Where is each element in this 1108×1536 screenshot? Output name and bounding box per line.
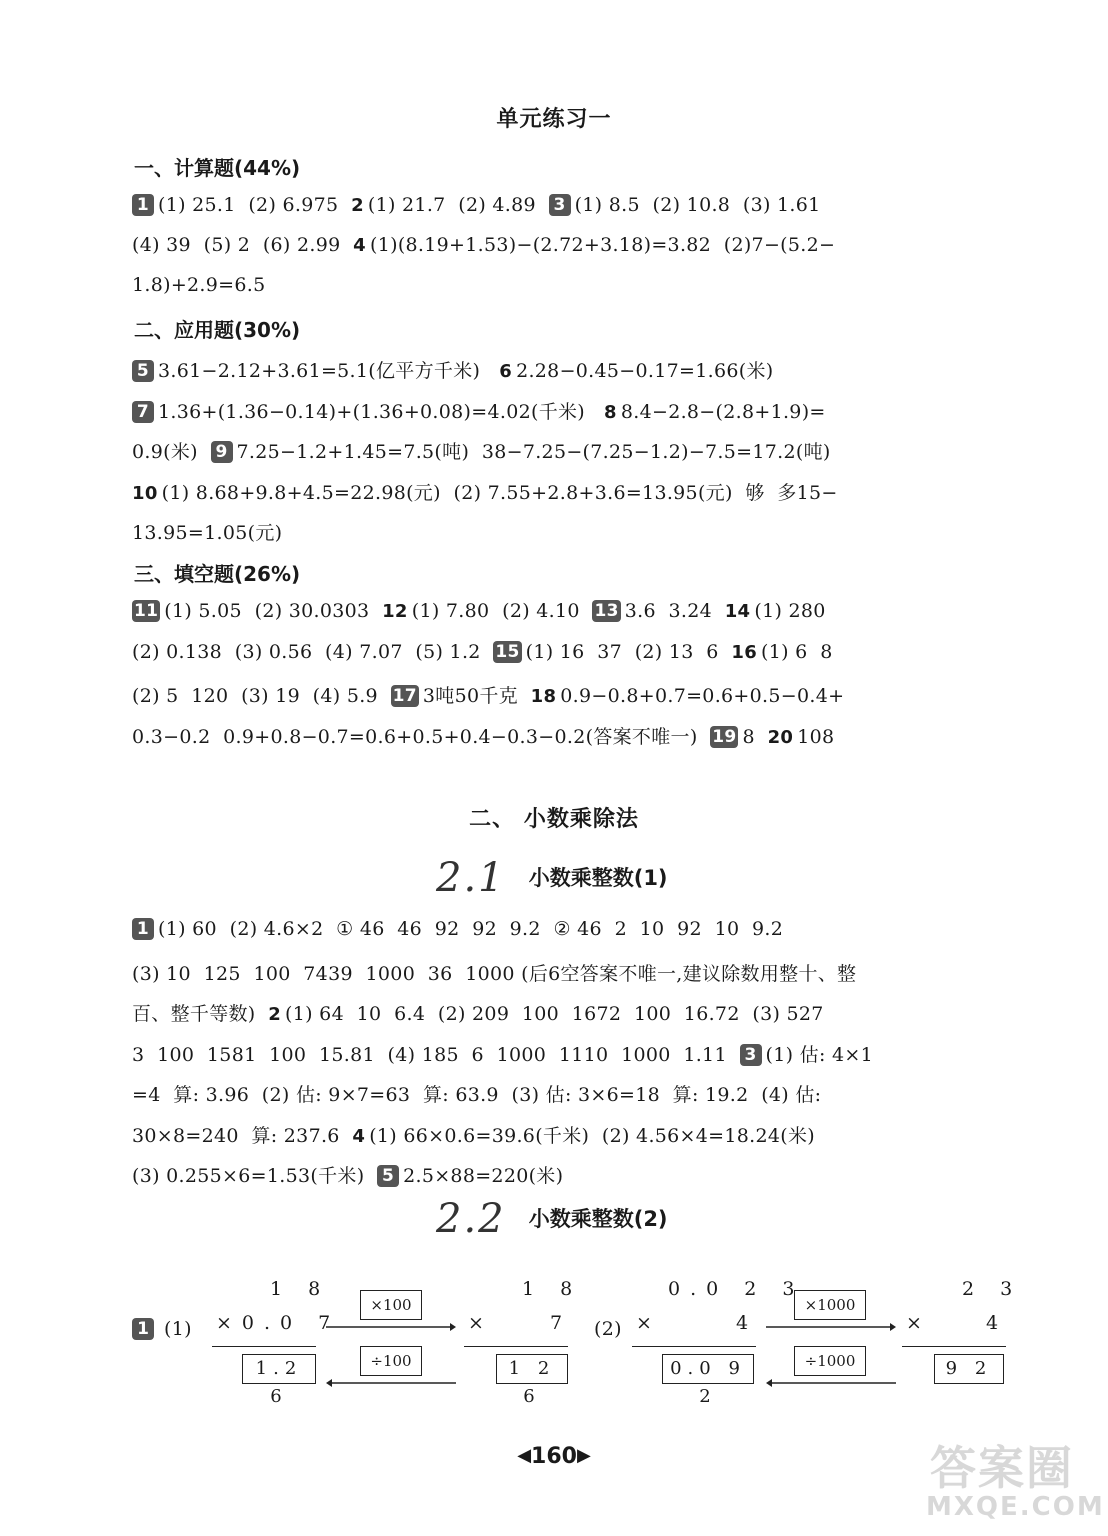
answer-text: 13.95=1.05(元) — [132, 522, 283, 544]
answer-text: (1) 7.80 (2) 4.10 — [411, 600, 593, 622]
answer-text: (1) 16 37 (2) 13 6 — [525, 640, 732, 663]
question-number: 7 — [132, 401, 154, 423]
question-number: 15 — [495, 641, 520, 662]
answer-line — [132, 722, 834, 749]
watermark-logo: 答案圈 — [930, 1441, 1074, 1495]
answer-text: 0.3−0.2 0.9+0.8−0.7=0.6+0.5+0.4−0.3−0.2(答案不唯一) — [132, 725, 711, 748]
answer-text: 8 — [742, 725, 768, 748]
page-title: 单元练习一 — [496, 107, 612, 132]
question-number: 18 — [530, 686, 557, 707]
right-triangle-icon: ▶ — [576, 1445, 591, 1466]
answer-line — [132, 234, 835, 256]
question-number: 3 — [740, 1044, 762, 1066]
part2-times-sign: × — [636, 1312, 653, 1334]
answer-text: 3.6 3.24 — [624, 600, 725, 622]
question-number: 19 — [712, 726, 737, 747]
answer-text: 3吨50千克 — [422, 685, 531, 707]
question-number: 11 — [134, 601, 159, 621]
question-number: 2 — [351, 195, 364, 216]
part2-right-times-sign: × — [906, 1312, 923, 1334]
answer-text: (1)(8.19+1.53)−(2.72+3.18)=3.82 (2)7−(5.2− — [370, 234, 836, 256]
part2-multiplicand: 0.0 2 3 — [668, 1278, 805, 1300]
answer-text: 7.25−1.2+1.45=7.5(吨) 38−7.25−(7.25−1.2)−7.5=17.2(吨) — [236, 441, 831, 463]
question-number: 12 — [382, 601, 408, 622]
answer-text: 1.36+(1.36−0.14)+(1.36+0.08)=4.02(千米) — [158, 400, 605, 423]
lesson-number: 2.1 — [436, 855, 506, 901]
forward-arrow-icon — [326, 1322, 456, 1332]
answer-text: (3) 10 125 100 7439 1000 36 1000 (后6空答案不唯一,建议除数用整十、整 — [132, 962, 857, 985]
part1-right-multiplicand: 1 8 — [522, 1278, 583, 1300]
question-number: 4 — [353, 235, 366, 256]
answer-text: =4 算: 3.96 (2) 估: 9×7=63 算: 63.9 (3) 估: 3×6=18 算: 19.2 (4) 估: — [132, 1084, 822, 1106]
section-heading-calculation: 一、计算题(44%) — [134, 156, 301, 180]
answer-line — [132, 397, 826, 424]
answer-text: (1) 估: 4×1 — [765, 1043, 874, 1066]
part1-right-rule — [464, 1346, 568, 1347]
answer-line — [132, 600, 826, 622]
answer-line — [132, 959, 856, 986]
part1-result-box: 1.2 6 — [242, 1354, 316, 1384]
chapter-title: 二、 小数乘除法 — [469, 807, 639, 832]
question-number: 10 — [132, 482, 158, 504]
answer-line — [132, 518, 282, 545]
answer-line — [132, 274, 266, 296]
question-1-badge: 1 — [132, 1318, 158, 1340]
question-number: 9 — [211, 441, 233, 463]
part1-multiplier: ×0.0 7 — [216, 1312, 341, 1334]
answer-text: 3.61−2.12+3.61=5.1(亿平方千米) — [158, 360, 500, 382]
part1-forward-operator: ×100 — [360, 1290, 422, 1320]
left-triangle-icon: ◀ — [517, 1445, 532, 1466]
part1-right-multiplier: 7 — [550, 1312, 563, 1334]
question-number: 13 — [594, 601, 619, 621]
part2-right-multiplicand: 2 3 — [962, 1278, 1023, 1300]
answer-line — [132, 1080, 821, 1107]
answer-line — [132, 356, 773, 383]
part1-right-times-sign: × — [468, 1312, 485, 1334]
answer-text: 0.9(米) — [132, 441, 211, 463]
answer-text: 2.5×88=220(米) — [403, 1165, 564, 1187]
answer-text: 0.9−0.8+0.7=0.6+0.5−0.4+ — [560, 685, 845, 707]
answer-line — [132, 999, 824, 1026]
lesson-title: 小数乘整数(1) — [528, 866, 668, 890]
question-number: 6 — [499, 361, 513, 382]
question-number: 2 — [268, 1004, 282, 1025]
back-arrow-icon — [326, 1378, 456, 1388]
part1-multiplicand: 1 8 — [270, 1278, 331, 1300]
answer-text: (1) 64 10 6.4 (2) 209 100 1672 100 16.72 (3) 527 — [285, 1003, 824, 1025]
question-number: 1 — [132, 194, 154, 216]
forward-arrow-icon — [766, 1322, 896, 1332]
part2-multiplier: 4 — [736, 1312, 749, 1334]
section-heading-application: 二、应用题(30%) — [134, 318, 301, 342]
answer-line — [132, 1161, 563, 1188]
answer-text: (1) 280 — [754, 600, 826, 622]
answer-text: (1) 6 8 — [761, 640, 833, 663]
answer-line — [132, 194, 821, 216]
answer-text: (1) 21.7 (2) 4.89 — [367, 194, 549, 216]
lesson-header-2-1 — [436, 855, 736, 901]
question-number: 14 — [724, 601, 751, 622]
part1-back-operator: ÷100 — [360, 1346, 422, 1376]
answer-line — [132, 478, 838, 505]
answer-text: (2) 5 120 (3) 19 (4) 5.9 — [132, 685, 391, 707]
question-number: 20 — [767, 726, 794, 748]
part1-label: (1) — [164, 1318, 192, 1340]
answer-line — [132, 437, 831, 464]
part1-rule — [212, 1346, 316, 1347]
answer-text: 3 100 1581 100 15.81 (4) 185 6 1000 1110 1000 1.11 — [132, 1043, 740, 1066]
answer-line — [132, 1040, 873, 1067]
answer-text: (1) 8.5 (2) 10.8 (3) 1.61 — [574, 194, 821, 216]
answer-text: (1) 60 (2) 4.6×2 ① 46 46 92 92 9.2 ② 46 2 10 92 10 9.2 — [158, 918, 784, 940]
part2-label: (2) — [594, 1318, 622, 1340]
answer-line — [132, 681, 844, 708]
answer-line — [132, 918, 783, 940]
answer-line — [132, 1121, 815, 1148]
question-number: 1 — [132, 918, 154, 940]
lesson-title: 小数乘整数(2) — [528, 1207, 668, 1231]
question-number: 5 — [377, 1165, 399, 1187]
section-heading-fill-blank: 三、填空题(26%) — [134, 562, 301, 586]
answer-line — [132, 641, 833, 663]
answer-text: (1) 5.05 (2) 30.0303 — [164, 600, 383, 622]
answer-text: 百、整千等数) — [132, 1003, 269, 1025]
question-number: 4 — [352, 1125, 366, 1147]
question-number: 17 — [392, 686, 417, 706]
part2-result-box: 0.0 9 2 — [662, 1354, 754, 1384]
part2-rule — [632, 1346, 756, 1347]
part2-back-operator: ÷1000 — [794, 1346, 866, 1376]
watermark-url: MXQE.COM — [926, 1492, 1105, 1522]
part2-right-rule — [902, 1346, 1006, 1347]
answer-text: 2.28−0.45−0.17=1.66(米) — [516, 360, 774, 382]
question-number: 8 — [604, 401, 617, 423]
lesson-number: 2.2 — [436, 1196, 506, 1242]
answer-text: 108 — [797, 725, 835, 748]
answer-text: (3) 0.255×6=1.53(千米) — [132, 1165, 378, 1187]
question-number: 16 — [731, 641, 758, 663]
answer-text: (2) 0.138 (3) 0.56 (4) 7.07 (5) 1.2 — [132, 640, 494, 663]
answer-text: (4) 39 (5) 2 (6) 2.99 — [132, 234, 354, 256]
part2-forward-operator: ×1000 — [794, 1290, 866, 1320]
answer-text: 8.4−2.8−(2.8+1.9)= — [620, 400, 826, 423]
lesson-header-2-2 — [436, 1196, 736, 1242]
part1-right-result-box: 1 2 6 — [496, 1354, 568, 1384]
answer-text: (1) 8.68+9.8+4.5=22.98(元) (2) 7.55+2.8+3.6=13.95(元) 够 多15− — [161, 481, 838, 504]
answer-text: (1) 25.1 (2) 6.975 — [158, 194, 352, 216]
answer-text: 1.8)+2.9=6.5 — [132, 274, 266, 296]
part2-right-multiplier: 4 — [986, 1312, 999, 1334]
question-number: 5 — [132, 360, 154, 382]
answer-text: 30×8=240 算: 237.6 — [132, 1124, 353, 1147]
question-number: 3 — [549, 194, 571, 216]
answer-text: (1) 66×0.6=39.6(千米) (2) 4.56×4=18.24(米) — [369, 1124, 816, 1147]
back-arrow-icon — [766, 1378, 896, 1388]
part2-right-result-box: 9 2 — [934, 1354, 1004, 1384]
page-number: 160 — [531, 1444, 577, 1469]
